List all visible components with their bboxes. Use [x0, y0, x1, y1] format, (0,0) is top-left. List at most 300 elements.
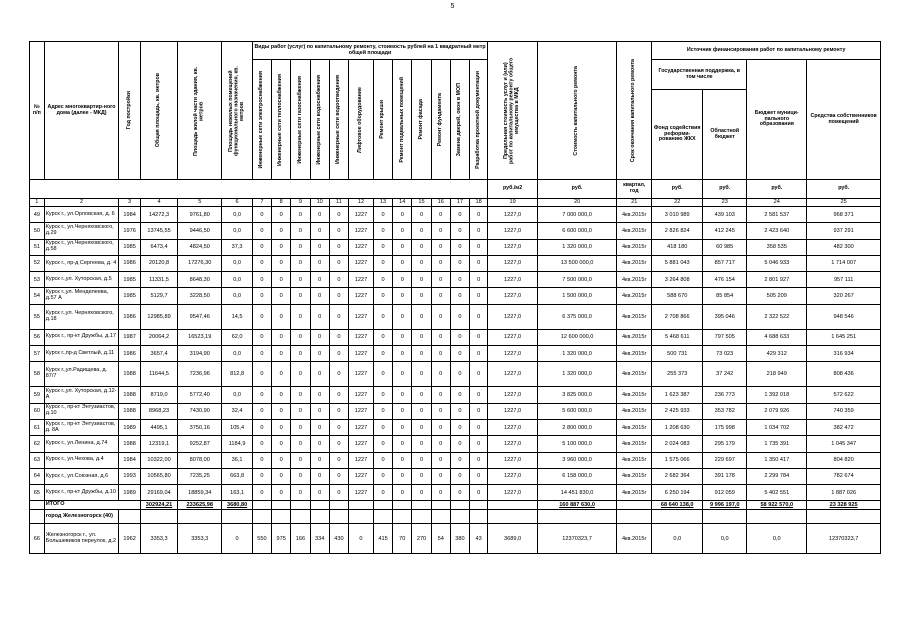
row-work-13: 0 [373, 436, 392, 452]
row-work-10: 0 [310, 288, 329, 304]
row-work-13: 0 [373, 362, 392, 387]
row-work-8: 0 [272, 436, 291, 452]
row-work-13: 0 [373, 239, 392, 255]
row-work-15: 0 [412, 452, 431, 468]
row-number: 62 [30, 436, 45, 452]
row-work-9: 0 [291, 419, 310, 435]
row-work-12: 1227 [349, 452, 374, 468]
row-number: 49 [30, 207, 45, 223]
row-fund: 1 575 066 [652, 452, 703, 468]
unit-25: руб. [807, 180, 881, 199]
group-row [30, 510, 881, 524]
row-work-15: 0 [412, 255, 431, 271]
row-municipal-budget: 2 322 522 [747, 304, 807, 329]
table-row [30, 452, 881, 468]
row-work-17: 0 [450, 304, 469, 329]
row-number: 58 [30, 362, 45, 387]
column-index-row [30, 199, 881, 207]
row-term: 4кв.2015г [617, 419, 652, 435]
header-units-spacer [30, 180, 488, 199]
group-empty [431, 510, 450, 524]
row-work-11: 430 [329, 524, 348, 554]
header-w13: Ремонт крыши [373, 60, 392, 180]
total-empty [393, 501, 412, 510]
row-repair-cost: 6 158 000,0 [537, 468, 616, 484]
header-total-area: Общая площадь, кв. метров [140, 42, 177, 180]
row-total-area: 11331,5 [140, 272, 177, 288]
group-spacer [30, 510, 45, 524]
row-work-7: 0 [252, 223, 271, 239]
row-fund: 5 881 043 [652, 255, 703, 271]
row-work-16: 0 [431, 403, 450, 419]
row-work-16: 0 [431, 419, 450, 435]
row-fund: 5 468 611 [652, 329, 703, 345]
row-work-10: 0 [310, 329, 329, 345]
row-total-area: 20120,8 [140, 255, 177, 271]
row-work-8: 0 [272, 272, 291, 288]
unit-23: руб. [703, 180, 747, 199]
row-year: 1984 [119, 452, 140, 468]
row-work-11: 0 [329, 419, 348, 435]
row-living-area: 9761,80 [178, 207, 222, 223]
row-work-17: 0 [450, 272, 469, 288]
row-work-18: 0 [470, 485, 488, 501]
row-nonliving-area: 0 [222, 524, 253, 554]
row-regional-budget: 439 103 [703, 207, 747, 223]
row-work-11: 0 [329, 468, 348, 484]
row-work-17: 0 [450, 468, 469, 484]
row-fund: 1 208 630 [652, 419, 703, 435]
header-num: № п/п [30, 42, 45, 180]
row-work-18: 0 [470, 223, 488, 239]
row-fund: 2 682 364 [652, 468, 703, 484]
row-work-15: 0 [412, 288, 431, 304]
row-work-8: 0 [272, 468, 291, 484]
row-limit-cost: 1227,0 [488, 329, 538, 345]
total-fund: 68 640 138,0 [652, 501, 703, 510]
row-work-11: 0 [329, 207, 348, 223]
row-work-10: 0 [310, 403, 329, 419]
row-work-16: 0 [431, 255, 450, 271]
group-empty [537, 510, 616, 524]
header-w17: Замена дверей, окон в МОП [450, 60, 469, 180]
row-limit-cost: 1227,0 [488, 436, 538, 452]
row-regional-budget: 912 059 [703, 485, 747, 501]
row-work-17: 0 [450, 288, 469, 304]
row-year: 1976 [119, 223, 140, 239]
row-work-11: 0 [329, 346, 348, 362]
row-fund: 418 180 [652, 239, 703, 255]
row-repair-cost: 6 375 000,0 [537, 304, 616, 329]
row-work-7: 0 [252, 346, 271, 362]
group-empty [373, 510, 392, 524]
group-empty [329, 510, 348, 524]
row-term: 4кв.2015г [617, 288, 652, 304]
row-work-7: 0 [252, 452, 271, 468]
row-work-11: 0 [329, 329, 348, 345]
row-work-18: 0 [470, 272, 488, 288]
row-nonliving-area: 36,1 [222, 452, 253, 468]
row-work-9: 0 [291, 485, 310, 501]
row-term: 4кв.2015г [617, 272, 652, 288]
header-w18: Разработка проектной документации [470, 60, 488, 180]
total-empty [272, 501, 291, 510]
row-work-10: 0 [310, 255, 329, 271]
row-work-17: 0 [450, 207, 469, 223]
row-owners-funds: 937 291 [807, 223, 881, 239]
row-work-8: 0 [272, 403, 291, 419]
group-empty [349, 510, 374, 524]
row-work-14: 0 [393, 436, 412, 452]
row-work-13: 0 [373, 223, 392, 239]
row-work-17: 380 [450, 524, 469, 554]
row-repair-cost: 1 500 000,0 [537, 288, 616, 304]
row-work-10: 0 [310, 452, 329, 468]
row-work-8: 0 [272, 304, 291, 329]
row-nonliving-area: 32,4 [222, 403, 253, 419]
column-index-25: 25 [807, 199, 881, 207]
header-year: Год постройки [119, 42, 140, 180]
row-term: 4кв.2015г [617, 403, 652, 419]
row-work-10: 0 [310, 239, 329, 255]
row-municipal-budget: 0,0 [747, 524, 807, 554]
row-regional-budget: 85 854 [703, 288, 747, 304]
row-work-17: 0 [450, 436, 469, 452]
row-nonliving-area: 663,8 [222, 468, 253, 484]
header-gov-group: Государственная поддержка, в том числе [652, 60, 747, 90]
row-work-9: 0 [291, 403, 310, 419]
total-empty [329, 501, 348, 510]
row-work-15: 0 [412, 436, 431, 452]
header-municipal-budget: Бюджет муници-пального образования [747, 60, 807, 180]
row-total-area: 3353,3 [140, 524, 177, 554]
header-nonliving-area: Площадь нежилых помещений функционального назначения, кв. метров [222, 42, 253, 180]
row-work-13: 415 [373, 524, 392, 554]
row-work-15: 0 [412, 329, 431, 345]
row-living-area: 7236,96 [178, 362, 222, 387]
row-repair-cost: 3 825 000,0 [537, 387, 616, 403]
column-index-8: 8 [272, 199, 291, 207]
row-work-10: 0 [310, 419, 329, 435]
table-row [30, 329, 881, 345]
row-limit-cost: 1227,0 [488, 239, 538, 255]
row-number: 64 [30, 468, 45, 484]
row-year: 1987 [119, 329, 140, 345]
column-index-15: 15 [412, 199, 431, 207]
column-index-9: 9 [291, 199, 310, 207]
row-work-9: 0 [291, 452, 310, 468]
row-work-16: 0 [431, 329, 450, 345]
row-work-11: 0 [329, 485, 348, 501]
total-empty [349, 501, 374, 510]
row-work-16: 0 [431, 288, 450, 304]
group-empty [652, 510, 703, 524]
row-year: 1986 [119, 255, 140, 271]
row-work-12: 1227 [349, 485, 374, 501]
group-empty [703, 510, 747, 524]
row-work-12: 1227 [349, 207, 374, 223]
row-number: 51 [30, 239, 45, 255]
row-owners-funds: 1 714 007 [807, 255, 881, 271]
row-term: 4кв.2015г [617, 468, 652, 484]
row-work-12: 1227 [349, 288, 374, 304]
column-index-11: 11 [329, 199, 348, 207]
row-work-7: 0 [252, 304, 271, 329]
row-work-17: 0 [450, 403, 469, 419]
row-year: 1985 [119, 288, 140, 304]
row-work-14: 0 [393, 223, 412, 239]
row-year: 1988 [119, 362, 140, 387]
row-work-15: 270 [412, 524, 431, 554]
row-work-7: 0 [252, 362, 271, 387]
row-fund: 2 826 824 [652, 223, 703, 239]
row-address: Курск г.,ул. Черняховского, д.18 [44, 304, 119, 329]
table-row [30, 419, 881, 435]
row-address: Курск г., пр-д Сергеева, д. 4 [44, 255, 119, 271]
row-address: Курск г., ул.Ленина, д.74 [44, 436, 119, 452]
row-work-17: 0 [450, 255, 469, 271]
header-w7: Инженерные сети электроснабжения [252, 60, 271, 180]
row-work-16: 0 [431, 304, 450, 329]
group-empty [291, 510, 310, 524]
row-living-area: 3194,90 [178, 346, 222, 362]
row-work-13: 0 [373, 452, 392, 468]
row-owners-funds: 740 359 [807, 403, 881, 419]
column-index-20: 20 [537, 199, 616, 207]
row-owners-funds: 1 887 026 [807, 485, 881, 501]
row-work-14: 0 [393, 255, 412, 271]
row-living-area: 17276,30 [178, 255, 222, 271]
row-work-12: 1227 [349, 419, 374, 435]
row-work-10: 0 [310, 272, 329, 288]
row-work-14: 0 [393, 452, 412, 468]
row-regional-budget: 857 717 [703, 255, 747, 271]
row-address: Курск г.,ул. Хуторская, д.5 [44, 272, 119, 288]
row-year: 1984 [119, 207, 140, 223]
row-work-7: 0 [252, 436, 271, 452]
header-repair-cost: Стоимость капитального ремонта [537, 42, 616, 180]
row-work-13: 0 [373, 255, 392, 271]
column-index-17: 17 [450, 199, 469, 207]
row-work-7: 0 [252, 419, 271, 435]
header-w16: Ремонт фундамента [431, 60, 450, 180]
total-spacer [30, 501, 45, 510]
header-term: Срок окончания капитального ремонта [617, 42, 652, 180]
row-work-10: 0 [310, 387, 329, 403]
row-year: 1986 [119, 346, 140, 362]
row-work-9: 166 [291, 524, 310, 554]
row-work-13: 0 [373, 387, 392, 403]
row-work-18: 0 [470, 288, 488, 304]
row-work-18: 43 [470, 524, 488, 554]
row-municipal-budget: 2 581 537 [747, 207, 807, 223]
total-municipal-budget: 58 922 570,0 [747, 501, 807, 510]
table-row [30, 485, 881, 501]
row-owners-funds: 572 622 [807, 387, 881, 403]
group-empty [617, 510, 652, 524]
row-work-17: 0 [450, 362, 469, 387]
column-index-19: 19 [488, 199, 538, 207]
row-nonliving-area: 1184,9 [222, 436, 253, 452]
row-living-area: 8648,30 [178, 272, 222, 288]
row-year: 1988 [119, 387, 140, 403]
row-work-7: 0 [252, 485, 271, 501]
row-municipal-budget: 1 034 702 [747, 419, 807, 435]
header-w15: Ремонт фасада [412, 60, 431, 180]
column-index-5: 5 [178, 199, 222, 207]
row-work-15: 0 [412, 207, 431, 223]
total-row [30, 501, 881, 510]
total-empty [431, 501, 450, 510]
row-work-15: 0 [412, 387, 431, 403]
header-w9: Инженерные сети газоснабжения [291, 60, 310, 180]
row-number: 55 [30, 304, 45, 329]
total-living: 233625,98 [178, 501, 222, 510]
row-year: 1989 [119, 485, 140, 501]
row-repair-cost: 6 600 000,0 [537, 223, 616, 239]
row-regional-budget: 395 046 [703, 304, 747, 329]
row-address: Курск г., ул.Черняховского, д.58 [44, 239, 119, 255]
group-empty [450, 510, 469, 524]
row-nonliving-area: 0,0 [222, 223, 253, 239]
row-work-14: 0 [393, 239, 412, 255]
row-number: 54 [30, 288, 45, 304]
row-repair-cost: 5 100 000,0 [537, 436, 616, 452]
row-repair-cost: 3 960 000,0 [537, 452, 616, 468]
row-year: 1989 [119, 419, 140, 435]
page-number: 5 [450, 3, 455, 10]
row-owners-funds: 320 267 [807, 288, 881, 304]
group-empty [272, 510, 291, 524]
table-row [30, 255, 881, 271]
row-year: 1962 [119, 524, 140, 554]
row-number: 66 [30, 524, 45, 554]
row-work-15: 0 [412, 272, 431, 288]
row-owners-funds: 482 300 [807, 239, 881, 255]
row-municipal-budget: 1 735 391 [747, 436, 807, 452]
row-work-18: 0 [470, 362, 488, 387]
row-regional-budget: 295 179 [703, 436, 747, 452]
row-address: Курск г., ул.Союзная, д.6 [44, 468, 119, 484]
row-work-15: 0 [412, 362, 431, 387]
row-work-18: 0 [470, 207, 488, 223]
column-index-22: 22 [652, 199, 703, 207]
row-owners-funds: 804 820 [807, 452, 881, 468]
row-total-area: 3657,4 [140, 346, 177, 362]
row-fund: 6 250 194 [652, 485, 703, 501]
row-address: Курск г.,пр-д Светлый, д.11 [44, 346, 119, 362]
row-total-area: 8719,0 [140, 387, 177, 403]
column-index-7: 7 [252, 199, 271, 207]
row-work-11: 0 [329, 452, 348, 468]
row-owners-funds: 948 546 [807, 304, 881, 329]
table-row [30, 524, 881, 554]
row-work-14: 0 [393, 329, 412, 345]
row-work-8: 0 [272, 387, 291, 403]
row-total-area: 8968,23 [140, 403, 177, 419]
row-repair-cost: 13 500 000,0 [537, 255, 616, 271]
row-number: 63 [30, 452, 45, 468]
row-repair-cost: 2 800 000,0 [537, 419, 616, 435]
table-row [30, 239, 881, 255]
group-empty [412, 510, 431, 524]
row-limit-cost: 1227,0 [488, 485, 538, 501]
row-living-area: 9446,50 [178, 223, 222, 239]
column-index-2: 2 [44, 199, 119, 207]
row-nonliving-area: 0,0 [222, 288, 253, 304]
row-limit-cost: 1227,0 [488, 288, 538, 304]
row-work-14: 0 [393, 468, 412, 484]
column-index-10: 10 [310, 199, 329, 207]
row-total-area: 12985,89 [140, 304, 177, 329]
unit-22: руб. [652, 180, 703, 199]
row-address: Курск г.,ул. Менделеева, д.57 А [44, 288, 119, 304]
row-term: 4кв.2015г [617, 436, 652, 452]
row-number: 50 [30, 223, 45, 239]
header-works-group: Виды работ (услуг) по капитальному ремонту, стоимость рублей на 1 квадратный метр общей площади [252, 42, 487, 60]
row-living-area: 9547,46 [178, 304, 222, 329]
row-work-11: 0 [329, 239, 348, 255]
row-fund: 3 010 989 [652, 207, 703, 223]
group-empty [393, 510, 412, 524]
row-work-17: 0 [450, 329, 469, 345]
row-nonliving-area: 37,3 [222, 239, 253, 255]
row-total-area: 4495,1 [140, 419, 177, 435]
row-regional-budget: 391 178 [703, 468, 747, 484]
row-limit-cost: 1227,0 [488, 207, 538, 223]
row-number: 61 [30, 419, 45, 435]
row-work-7: 0 [252, 468, 271, 484]
row-living-area: 16523,19 [178, 329, 222, 345]
group-empty [807, 510, 881, 524]
row-work-14: 0 [393, 419, 412, 435]
row-total-area: 10322,00 [140, 452, 177, 468]
row-work-8: 0 [272, 362, 291, 387]
group-empty [140, 510, 177, 524]
row-work-13: 0 [373, 272, 392, 288]
row-work-8: 0 [272, 223, 291, 239]
row-work-10: 0 [310, 223, 329, 239]
row-owners-funds: 1 645 251 [807, 329, 881, 345]
row-nonliving-area: 0,0 [222, 255, 253, 271]
row-work-17: 0 [450, 346, 469, 362]
row-work-16: 0 [431, 346, 450, 362]
row-repair-cost: 1 320 000,0 [537, 346, 616, 362]
row-repair-cost: 7 000 000,0 [537, 207, 616, 223]
row-address: Курск г., пр-кт Дружбы, д.17 [44, 329, 119, 345]
row-work-10: 334 [310, 524, 329, 554]
row-address: Курск г., ул.Орловская, д. 6 [44, 207, 119, 223]
row-address: Курск г., пр-кт Дружбы, д.10 [44, 485, 119, 501]
column-index-3: 3 [119, 199, 140, 207]
row-work-7: 0 [252, 403, 271, 419]
row-work-12: 1227 [349, 436, 374, 452]
row-repair-cost: 5 600 000,0 [537, 403, 616, 419]
table-row [30, 304, 881, 329]
row-address: Курск г., пр-кт Энтузиастов, д. 8А [44, 419, 119, 435]
row-repair-cost: 7 500 000,0 [537, 272, 616, 288]
row-living-area: 3228,50 [178, 288, 222, 304]
row-work-13: 0 [373, 403, 392, 419]
row-work-14: 0 [393, 387, 412, 403]
column-index-18: 18 [470, 199, 488, 207]
row-number: 65 [30, 485, 45, 501]
row-work-16: 0 [431, 485, 450, 501]
row-municipal-budget: 4 688 633 [747, 329, 807, 345]
row-year: 1988 [119, 403, 140, 419]
header-address: Адрес многоквартир-ного дома (далее - МКД) [44, 42, 119, 180]
row-municipal-budget: 429 312 [747, 346, 807, 362]
